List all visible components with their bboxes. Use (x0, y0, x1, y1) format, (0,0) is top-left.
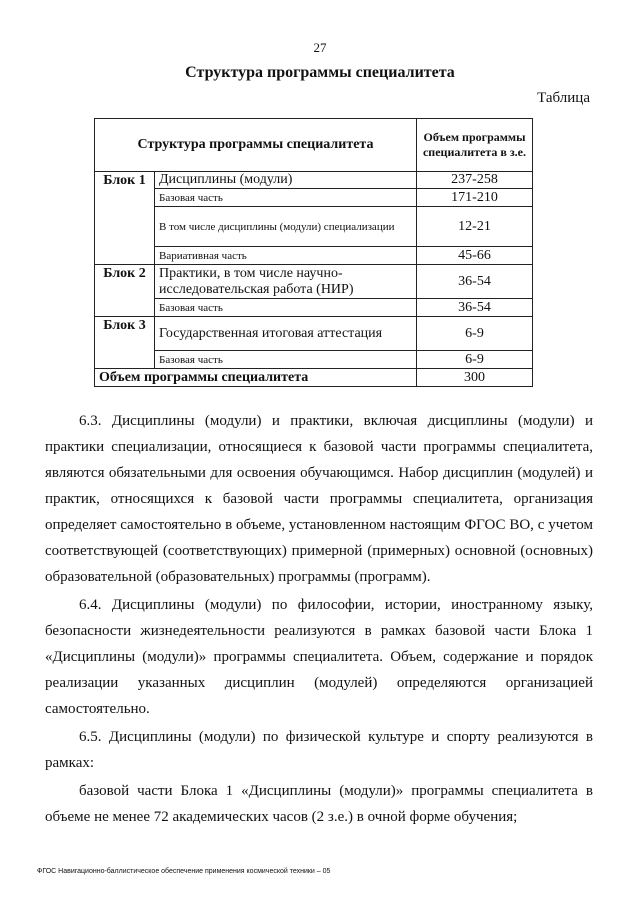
row-value: 45-66 (417, 247, 533, 265)
table-row (95, 207, 533, 247)
row-value: 36-54 (417, 299, 533, 317)
block-label: Блок 1 (95, 172, 155, 265)
row-value: 6-9 (417, 317, 533, 351)
row-name: Государственная итоговая аттестация (155, 317, 417, 351)
paragraph: 6.4. Дисциплины (модули) по философии, истории, иностранному языку, безопасности жизнедеятельности реализуются в рамках базовой части Блока 1 «Дисциплины (модули)» программы специалитета. Объем, содержание и порядок реализации указанных дисциплин (модулей) определяются организацией самостоятельно. (45, 597, 593, 717)
header-structure: Структура программы специалитета (95, 119, 417, 172)
table-total-row (95, 369, 533, 387)
row-name: В том числе дисциплины (модули) специализации (155, 207, 417, 247)
row-value: 12-21 (417, 207, 533, 247)
block-label: Блок 3 (95, 317, 155, 369)
table-header-row (95, 119, 533, 172)
body-text (45, 408, 593, 830)
page-title: Структура программы специалитета (185, 64, 455, 81)
block-label: Блок 2 (95, 265, 155, 317)
row-value: 237-258 (417, 172, 533, 189)
page-footer: ФГОС Навигационно-баллистическое обеспечение применения космической техники – 05 (37, 868, 331, 875)
total-label: Объем программы специалитета (95, 369, 417, 387)
table-row (95, 172, 533, 189)
table-row (95, 299, 533, 317)
table-row (95, 265, 533, 299)
paragraph: 6.5. Дисциплины (модули) по физической культуре и спорту реализуются в рамках: (45, 729, 593, 771)
row-name: Дисциплины (модули) (155, 172, 417, 189)
total-value: 300 (417, 369, 533, 387)
row-name: Вариативная часть (155, 247, 417, 265)
row-name: Базовая часть (155, 299, 417, 317)
paragraph: базовой части Блока 1 «Дисциплины (модули)» программы специалитета в объеме не менее 72 академических часов (2 з.е.) в очной форме обучения; (45, 783, 593, 825)
row-name: Базовая часть (155, 351, 417, 369)
table-caption: Таблица (537, 90, 590, 106)
row-value: 171-210 (417, 189, 533, 207)
table-row (95, 351, 533, 369)
row-value: 6-9 (417, 351, 533, 369)
header-volume: Объем программы специалитета в з.е. (417, 119, 533, 172)
row-name: Практики, в том числе научно-исследовательская работа (НИР) (155, 265, 417, 299)
table-row (95, 317, 533, 351)
table-row (95, 189, 533, 207)
paragraph: 6.3. Дисциплины (модули) и практики, включая дисциплины (модули) и практики специализации, относящиеся к базовой части программы специалитета, являются обязательными для освоения обучающимся. Набор дисциплин (модулей) и практик, относящихся к базовой части программы специалитета, организация определяет самостоятельно в объеме, установленном настоящим ФГОС ВО, с учетом соответствующей (соответствующих) примерной (примерных) основной (основных) образовательной (образовательных) программы (программ). (45, 413, 593, 585)
table-row (95, 247, 533, 265)
program-structure-table (94, 118, 533, 387)
row-value: 36-54 (417, 265, 533, 299)
page-number: 27 (313, 40, 327, 55)
row-name: Базовая часть (155, 189, 417, 207)
